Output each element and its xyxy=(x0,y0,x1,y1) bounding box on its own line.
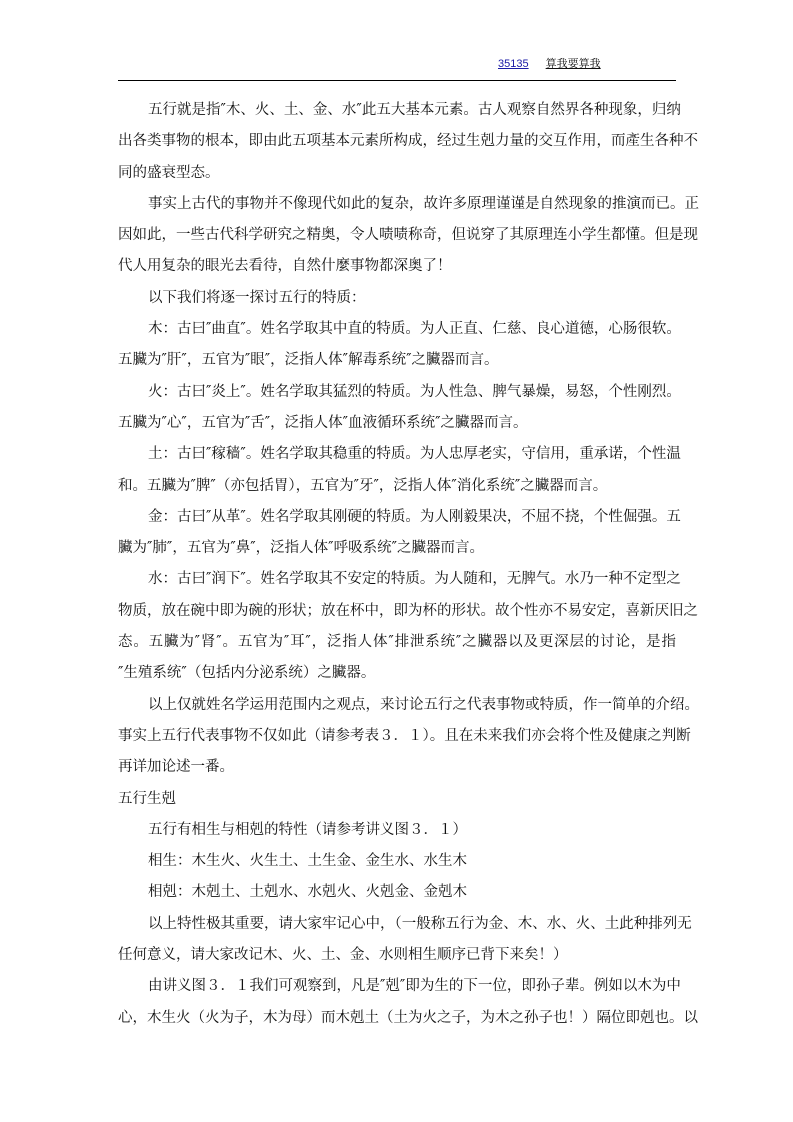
text-line: 以上仅就姓名学运用范围内之观点，来讨论五行之代表事物或特质，作一简单的介绍。 xyxy=(148,696,699,713)
paragraph xyxy=(118,909,692,972)
text-line: 同的盛衰型态。 xyxy=(118,164,220,181)
header-title: 算我要算我 xyxy=(545,58,601,70)
text-line: ″生殖系统″（包括内分泌系统）之臟器。 xyxy=(118,665,376,682)
text-line: 土：古曰″稼穑″。姓名学取其稳重的特质。为人忠厚老实，守信用，重承诺，个性温 xyxy=(148,446,681,463)
text-line: 火：古曰″炎上″。姓名学取其猛烈的特质。为人性急、脾气暴燥，易怒，个性刚烈。 xyxy=(148,383,681,400)
text-line: 木：古曰″曲直″。姓名学取其中直的特质。为人正直、仁慈、良心道德，心肠很软。 xyxy=(148,321,681,338)
text-line: 物质，放在碗中即为碗的形状；放在杯中，即为杯的形状。故个性亦不易安定，喜新厌旧之 xyxy=(118,602,698,619)
document-body xyxy=(118,95,699,1034)
text-line: 以下我们将逐一探讨五行的特质： xyxy=(148,289,366,306)
paragraph xyxy=(118,439,681,502)
paragraph xyxy=(118,846,676,877)
text-line: 五行就是指″木、火、土、金、水″此五大基本元素。古人观察自然界各种现象，归纳 xyxy=(148,102,681,118)
text-line: 任何意义，请大家改记木、火、土、金、水则相生顺序已背下来矣！） xyxy=(118,947,568,964)
text-line: 相生：木生火、火生土、土生金、金生水、水生木 xyxy=(148,853,467,870)
text-line: 臟为″肺″，五官为″鼻″，泛指人体″呼吸系统″之臟器而言。 xyxy=(118,540,484,557)
text-line: 和。五臟为″脾″（亦包括胃），五官为″牙″，泛指人体″消化系统″之臟器而言。 xyxy=(118,477,608,494)
paragraph xyxy=(118,283,676,314)
text-line: 五行生剋 xyxy=(118,790,176,807)
paragraph xyxy=(118,95,698,189)
text-line: 水：古曰″润下″。姓名学取其不安定的特质。为人随和，无脾气。水乃一种不定型之 xyxy=(148,571,681,588)
paragraph xyxy=(118,690,699,784)
text-line: 相剋：木剋土、土剋水、水剋火、火剋金、金剋木 xyxy=(148,884,467,901)
text-line: 态。五臟为″肾″。五官为″耳″，泛指人体″排泄系统″之臟器以及更深层的讨论，是指 xyxy=(118,634,676,651)
paragraph xyxy=(118,877,676,908)
text-line: 心，木生火（火为子，木为母）而木剋土（土为火之子，为木之孙子也！）隔位即剋也。以 xyxy=(118,1009,698,1026)
paragraph xyxy=(118,189,699,283)
header-number-link[interactable]: 35135 xyxy=(498,58,529,70)
section-heading xyxy=(118,784,676,815)
header-divider xyxy=(118,80,676,81)
paragraph xyxy=(118,314,681,377)
text-line: 事实上五行代表事物不仅如此（请参考表３．１）。且在未来我们亦会将个性及健康之判断 xyxy=(118,727,691,744)
paragraph xyxy=(118,502,681,565)
text-line: 代人用复杂的眼光去看待，自然什麼事物都深奥了！ xyxy=(118,258,452,275)
text-line: 以上特性极其重要，请大家牢记心中，（一般称五行为金、木、水、火、土此种排列无 xyxy=(148,915,692,932)
text-line: 五行有相生与相剋的特性（请参考讲义图３．１） xyxy=(148,821,467,838)
paragraph xyxy=(118,564,698,689)
text-line: 金：古曰″从革″。姓名学取其刚硬的特质。为人刚毅果决，不屈不挠，个性倔强。五 xyxy=(148,508,681,525)
paragraph xyxy=(118,971,698,1034)
paragraph xyxy=(118,815,676,846)
text-line: 再详加论述一番。 xyxy=(118,759,234,776)
text-line: 五臟为″心″，五官为″舌″，泛指人体″血液循环系统″之臟器而言。 xyxy=(118,414,528,431)
text-line: 出各类事物的根本，即由此五项基本元素所构成，经过生剋力量的交互作用，而產生各种不 xyxy=(118,133,698,150)
text-line: 由讲义图３．１我们可观察到，凡是″剋″即为生的下一位，即孙子辈。例如以木为中 xyxy=(148,978,681,995)
page-header xyxy=(498,55,601,71)
text-line: 事实上古代的事物并不像现代如此的复杂，故许多原理谨谨是自然现象的推演而已。正 xyxy=(148,195,699,212)
text-line: 五臟为″肝″，五官为″眼″，泛指人体″解毒系统″之臟器而言。 xyxy=(118,352,499,369)
text-line: 因如此，一些古代科学研究之精奥，令人啧啧称奇，但说穿了其原理连小学生都懂。但是现 xyxy=(118,227,698,244)
paragraph xyxy=(118,377,681,440)
